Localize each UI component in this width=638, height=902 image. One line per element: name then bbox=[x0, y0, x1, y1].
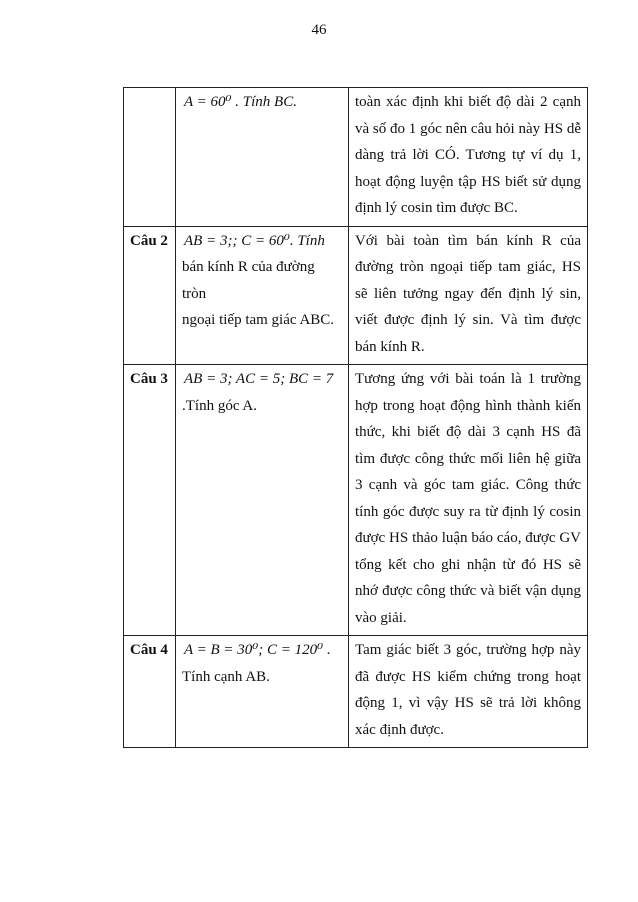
table-row bbox=[124, 365, 588, 636]
question-condition bbox=[176, 636, 349, 748]
question-condition bbox=[176, 226, 349, 365]
question-table bbox=[123, 87, 588, 748]
question-label bbox=[124, 88, 176, 227]
condition-line: ngoại tiếp tam giác ABC. bbox=[182, 312, 335, 328]
question-condition bbox=[176, 88, 349, 227]
condition-line: AB = 3; AC = 5; BC = 7 bbox=[184, 371, 334, 387]
question-note: toàn xác định khi biết độ dài 2 cạnh và số đo 1 góc nên câu hỏi này HS dễ dàng trả lời CÓ. Tương tự ví dụ 1, hoạt động luyện tập HS biết sử dụng định lý cosin tìm được BC. bbox=[349, 88, 588, 227]
question-label: Câu 2 bbox=[124, 226, 176, 365]
page-number: 46 bbox=[311, 22, 327, 38]
question-note: Tam giác biết 3 góc, trường hợp này đã được HS kiểm chứng trong hoạt động 1, vì vậy HS sẽ trả lời không xác định được. bbox=[349, 636, 588, 748]
condition-line: A = 60⁰ . Tính BC. bbox=[184, 94, 297, 110]
condition-line: bán kính R của đường tròn bbox=[182, 259, 315, 302]
question-label: Câu 4 bbox=[124, 636, 176, 748]
question-condition bbox=[176, 365, 349, 636]
question-label: Câu 3 bbox=[124, 365, 176, 636]
table-row bbox=[124, 88, 588, 227]
condition-line: Tính cạnh AB. bbox=[182, 668, 270, 685]
table-row bbox=[124, 226, 588, 365]
condition-line: A = B = 30⁰; C = 120⁰ . bbox=[184, 642, 331, 658]
question-note: Tương ứng với bài toán là 1 trường hợp trong hoạt động hình thành kiến thức, khi biết độ dài 3 cạnh HS đã tìm được công thức mối liên hệ giữa 3 cạnh và góc tam giác. Công thức tính góc được suy ra từ định lý cosin được HS thảo luận báo cáo, được GV tổng kết cho ghi nhận từ đó HS sẽ nhớ được công thức và biết vận dụng vào giải. bbox=[349, 365, 588, 636]
question-note: Với bài toàn tìm bán kính R của đường tròn ngoại tiếp tam giác, HS sẽ liên tưởng ngay đến định lý sin, viết được định lý sin. Và tìm được bán kính R. bbox=[349, 226, 588, 365]
condition-line: AB = 3;; C = 60⁰. Tính bbox=[184, 232, 325, 249]
table-row bbox=[124, 636, 588, 748]
condition-line: .Tính góc A. bbox=[182, 397, 257, 414]
